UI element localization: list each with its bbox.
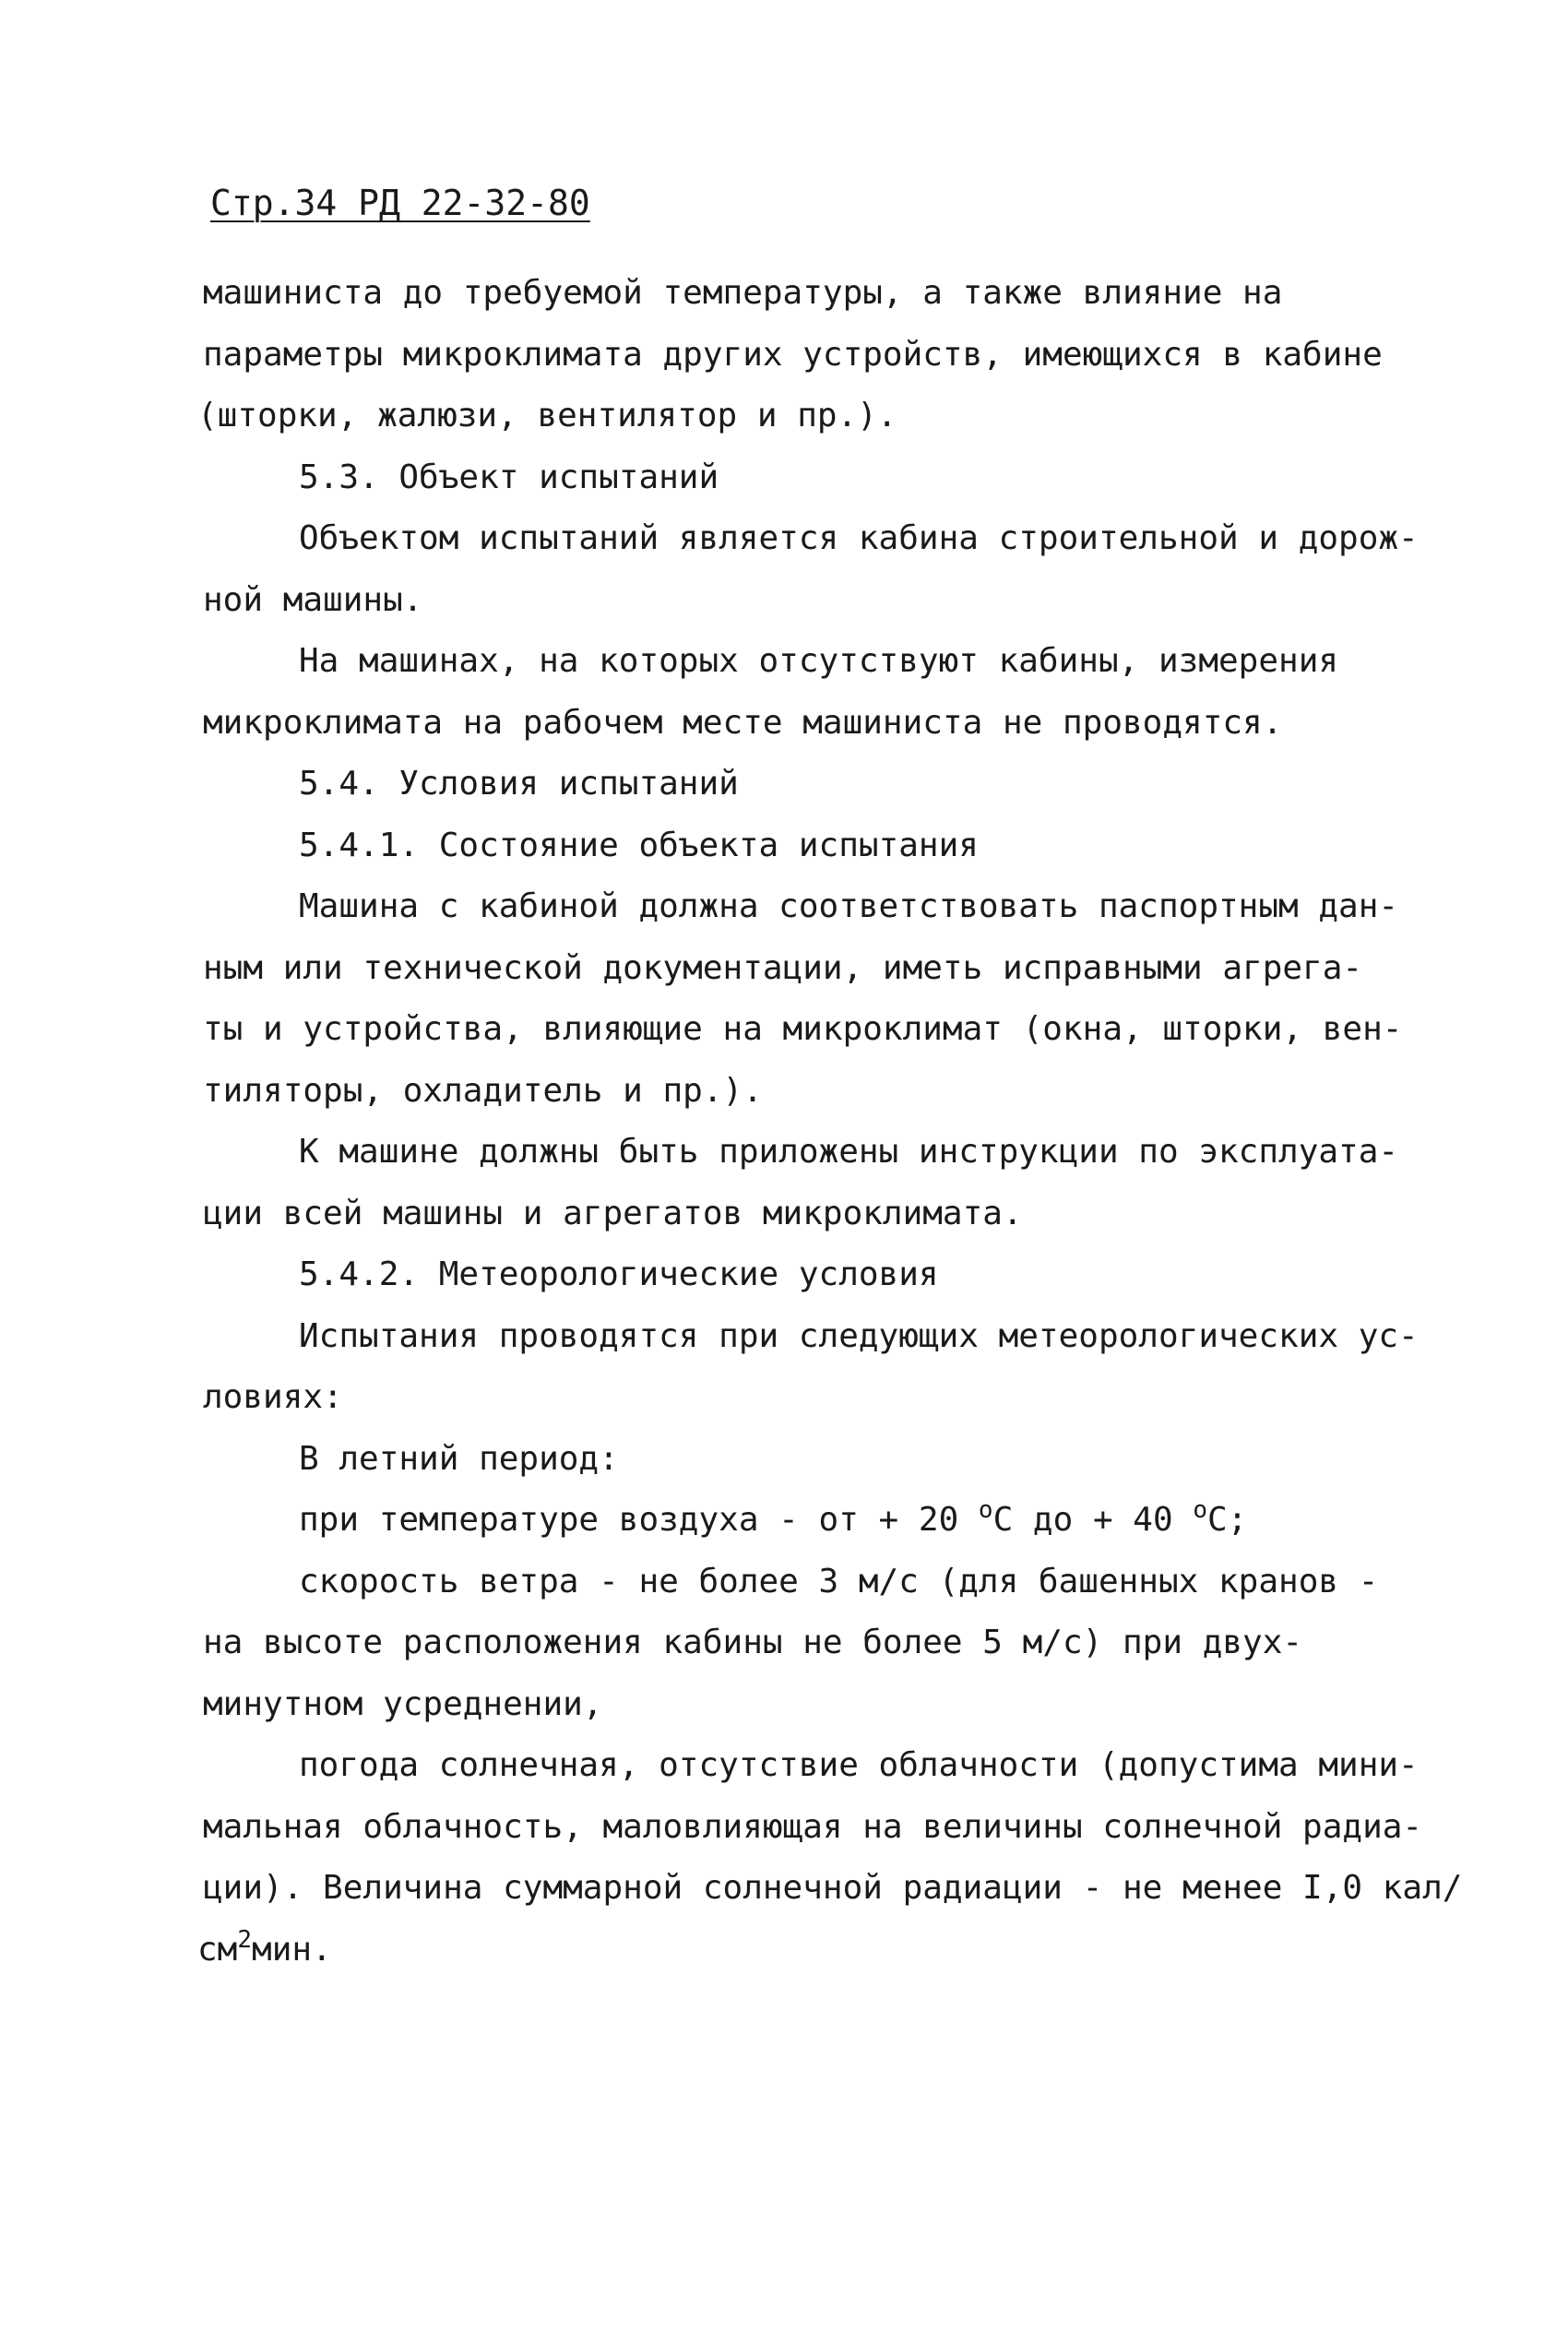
text-line: мальная облачность, маловлияющая на величины солнечной радиа- [203,1807,1423,1846]
text-line: тиляторы, охладитель и пр.). [203,1071,763,1110]
text-line: на высоте расположения кабины не более 5 м/с) при двух- [203,1624,1303,1661]
section-heading-5-4-1: 5.4.1. Состояние объекта испытания [299,826,979,864]
section-heading-5-4-2: 5.4.2. Метеорологические условия [299,1255,939,1293]
text-line: минутном усреднении, [203,1684,603,1723]
text-line: Машина с кабиной должна соответствовать паспортным дан- [299,887,1399,925]
text-line: К машине должны быть приложены инструкции по эксплуата- [299,1133,1399,1171]
unit-text: см [197,1930,238,1969]
degree-mark: o [1193,1496,1207,1524]
text-line: погода солнечная, отсутствие облачности (допустима мини- [299,1746,1419,1784]
section-heading-5-3: 5.3. Объект испытаний [299,458,719,496]
text-line: (шторки, жалюзи, вентилятор и пр.). [197,397,897,434]
text-line: параметры микроклимата других устройств, имеющихся в кабине [203,335,1383,374]
unit-line [197,1920,1420,1981]
text-line: На машинах, на которых отсутствуют кабины, измерения [299,642,1339,680]
text-line: машиниста до требуемой температуры, а также влияние на [203,274,1283,312]
text-line: Испытания проводятся при следующих метеорологических ус- [299,1316,1419,1355]
text-line: скорость ветра - не более 3 м/с (для башенных кранов - [299,1562,1379,1600]
text-line: В летний период: [299,1439,619,1478]
page-header: Стр.34 РД 22-32-80 [210,183,590,223]
text-line: ной машины. [203,580,423,619]
temperature-text: C; [1206,1501,1248,1539]
section-heading-5-4: 5.4. Условия испытаний [299,765,739,803]
text-line: ции всей машины и агрегатов микроклимата. [203,1194,1023,1232]
superscript-2: 2 [237,1925,253,1954]
text-line: микроклимата на рабочем месте машиниста не проводятся. [203,703,1283,742]
text-line: ты и устройства, влияющие на микроклимат (окна, шторки, вен- [203,1010,1403,1048]
text-line: ловиях: [203,1378,343,1416]
text-line: Объектом испытаний является кабина строительной и дорож- [299,519,1419,557]
temperature-text: при температуре воздуха - от + 20 [299,1501,979,1539]
text-line: ции). Величина суммарной солнечной радиации - не менее I,0 кал/ [203,1869,1463,1907]
unit-text: мин. [252,1930,332,1969]
temperature-line [203,1490,1420,1552]
temperature-text: C до + 40 [992,1501,1194,1539]
text-line: ным или технической документации, иметь исправными агрега- [203,948,1363,987]
document-body [197,263,1463,1981]
degree-mark: o [978,1496,993,1524]
